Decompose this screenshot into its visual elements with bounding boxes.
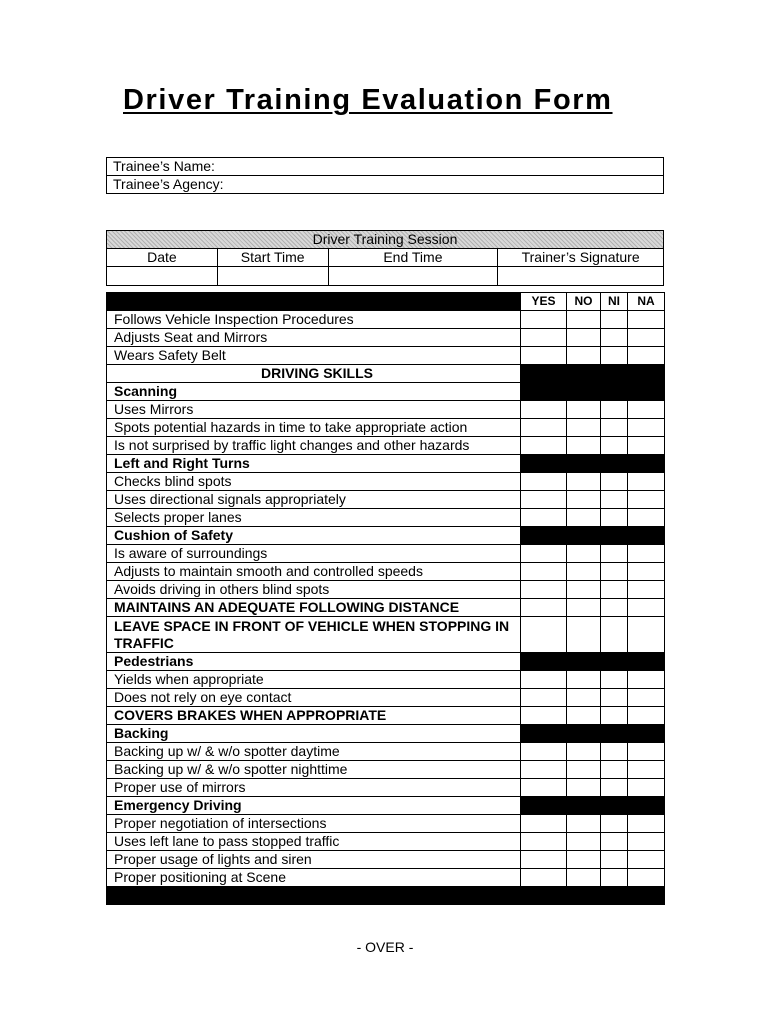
answer-no-cell[interactable] [567,743,601,761]
answer-no-cell[interactable] [567,707,601,725]
shaded-answer-block [521,527,665,545]
criterion-label: Proper use of mirrors [107,779,521,797]
evaluation-row [107,851,665,869]
session-end-time-input[interactable] [328,267,498,286]
answer-na-cell[interactable] [628,581,665,599]
evaluation-row [107,311,665,329]
answer-ni-cell[interactable] [601,869,628,887]
evaluation-row [107,473,665,491]
evaluation-row [107,761,665,779]
session-start-time-input[interactable] [217,267,328,286]
answer-ni-cell[interactable] [601,509,628,527]
session-col-start-time: Start Time [217,249,328,267]
evaluation-row [107,617,665,653]
session-table [106,230,664,286]
answer-yes-cell[interactable] [521,347,567,365]
trainee-name-field[interactable]: Trainee’s Name: [107,158,664,176]
section-heading: DRIVING SKILLS [107,365,521,383]
criterion-label: Selects proper lanes [107,509,521,527]
evaluation-row [107,365,665,383]
answer-no-cell[interactable] [567,689,601,707]
answer-na-cell[interactable] [628,707,665,725]
session-header: Driver Training Session [107,231,664,249]
criterion-label: Checks blind spots [107,473,521,491]
answer-yes-cell[interactable] [521,545,567,563]
answer-yes-cell[interactable] [521,509,567,527]
evaluation-header-bar [107,293,521,311]
shaded-answer-block [521,383,665,401]
evaluation-row [107,689,665,707]
answer-yes-cell[interactable] [521,563,567,581]
criterion-label: MAINTAINS AN ADEQUATE FOLLOWING DISTANCE [107,599,521,617]
answer-yes-cell[interactable] [521,581,567,599]
answer-no-cell[interactable] [567,437,601,455]
evaluation-row [107,581,665,599]
answer-no-cell[interactable] [567,491,601,509]
evaluation-row [107,455,665,473]
category-heading: Emergency Driving [107,797,521,815]
evaluation-footer-bar [107,887,665,905]
form-title: Driver Training Evaluation Form [123,84,613,116]
answer-yes-cell[interactable] [521,401,567,419]
answer-yes-cell[interactable] [521,779,567,797]
answer-ni-cell[interactable] [601,815,628,833]
session-signature-input[interactable] [498,267,664,286]
answer-ni-cell[interactable] [601,491,628,509]
category-heading: Backing [107,725,521,743]
answer-na-cell[interactable] [628,329,665,347]
session-date-input[interactable] [107,267,218,286]
answer-ni-cell[interactable] [601,689,628,707]
answer-ni-cell[interactable] [601,563,628,581]
answer-no-cell[interactable] [567,869,601,887]
answer-no-cell[interactable] [567,419,601,437]
answer-no-cell[interactable] [567,509,601,527]
evaluation-row [107,707,665,725]
evaluation-row [107,383,665,401]
criterion-label: Uses Mirrors [107,401,521,419]
evaluation-row [107,653,665,671]
evaluation-row [107,509,665,527]
answer-yes-cell[interactable] [521,869,567,887]
answer-yes-cell[interactable] [521,419,567,437]
answer-yes-cell[interactable] [521,851,567,869]
answer-na-cell[interactable] [628,671,665,689]
category-heading: Pedestrians [107,653,521,671]
evaluation-row [107,563,665,581]
answer-na-cell[interactable] [628,347,665,365]
answer-ni-header: NI [601,293,628,311]
answer-na-cell[interactable] [628,419,665,437]
answer-na-cell[interactable] [628,473,665,491]
answer-ni-cell[interactable] [601,581,628,599]
category-heading: Cushion of Safety [107,527,521,545]
answer-yes-cell[interactable] [521,473,567,491]
answer-na-cell[interactable] [628,743,665,761]
evaluation-row [107,329,665,347]
criterion-label: COVERS BRAKES WHEN APPROPRIATE [107,707,521,725]
answer-ni-cell[interactable] [601,833,628,851]
criterion-label: Proper positioning at Scene [107,869,521,887]
criterion-label: Adjusts Seat and Mirrors [107,329,521,347]
trainee-agency-field[interactable]: Trainee’s Agency: [107,176,664,194]
evaluation-row [107,599,665,617]
evaluation-table [106,292,665,905]
evaluation-row [107,671,665,689]
answer-yes-cell[interactable] [521,617,567,653]
criterion-label: Is aware of surroundings [107,545,521,563]
answer-no-cell[interactable] [567,851,601,869]
criterion-label: Avoids driving in others blind spots [107,581,521,599]
answer-na-cell[interactable] [628,599,665,617]
shaded-answer-block [521,725,665,743]
answer-na-header: NA [628,293,665,311]
answer-na-cell[interactable] [628,401,665,419]
answer-ni-cell[interactable] [601,671,628,689]
evaluation-row [107,401,665,419]
evaluation-row [107,437,665,455]
answer-yes-cell[interactable] [521,761,567,779]
answer-na-cell[interactable] [628,869,665,887]
answer-na-cell[interactable] [628,761,665,779]
answer-yes-cell[interactable] [521,491,567,509]
answer-yes-cell[interactable] [521,815,567,833]
answer-ni-cell[interactable] [601,401,628,419]
criterion-label: Does not rely on eye contact [107,689,521,707]
answer-no-cell[interactable] [567,779,601,797]
trainee-info-table [106,157,664,194]
answer-na-cell[interactable] [628,689,665,707]
criterion-label: Uses left lane to pass stopped traffic [107,833,521,851]
answer-ni-cell[interactable] [601,761,628,779]
answer-yes-cell[interactable] [521,833,567,851]
evaluation-row [107,833,665,851]
criterion-label: Yields when appropriate [107,671,521,689]
answer-ni-cell[interactable] [601,617,628,653]
answer-na-cell[interactable] [628,509,665,527]
answer-no-cell[interactable] [567,311,601,329]
answer-no-cell[interactable] [567,329,601,347]
answer-no-cell[interactable] [567,563,601,581]
answer-ni-cell[interactable] [601,851,628,869]
answer-no-cell[interactable] [567,815,601,833]
criterion-label: Backing up w/ & w/o spotter nighttime [107,761,521,779]
answer-no-cell[interactable] [567,581,601,599]
answer-no-cell[interactable] [567,617,601,653]
category-heading: Left and Right Turns [107,455,521,473]
answer-na-cell[interactable] [628,545,665,563]
evaluation-row [107,869,665,887]
answer-no-header: NO [567,293,601,311]
answer-yes-cell[interactable] [521,329,567,347]
answer-ni-cell[interactable] [601,743,628,761]
criterion-label: Follows Vehicle Inspection Procedures [107,311,521,329]
answer-yes-cell[interactable] [521,599,567,617]
criterion-label: Backing up w/ & w/o spotter daytime [107,743,521,761]
evaluation-row [107,779,665,797]
over-note: - OVER - [356,939,414,955]
evaluation-row [107,725,665,743]
answer-na-cell[interactable] [628,563,665,581]
answer-na-cell[interactable] [628,779,665,797]
evaluation-row [107,797,665,815]
criterion-label: Uses directional signals appropriately [107,491,521,509]
criterion-label: Spots potential hazards in time to take appropriate action [107,419,521,437]
answer-ni-cell[interactable] [601,437,628,455]
session-col-end-time: End Time [328,249,498,267]
evaluation-row [107,527,665,545]
answer-ni-cell[interactable] [601,545,628,563]
criterion-label: Wears Safety Belt [107,347,521,365]
answer-yes-cell[interactable] [521,707,567,725]
answer-no-cell[interactable] [567,833,601,851]
answer-na-cell[interactable] [628,833,665,851]
answer-na-cell[interactable] [628,851,665,869]
answer-no-cell[interactable] [567,671,601,689]
answer-no-cell[interactable] [567,761,601,779]
answer-no-cell[interactable] [567,401,601,419]
answer-no-cell[interactable] [567,545,601,563]
answer-ni-cell[interactable] [601,329,628,347]
answer-no-cell[interactable] [567,599,601,617]
answer-ni-cell[interactable] [601,473,628,491]
category-heading: Scanning [107,383,521,401]
answer-yes-cell[interactable] [521,743,567,761]
evaluation-row [107,743,665,761]
answer-ni-cell[interactable] [601,311,628,329]
session-col-date: Date [107,249,218,267]
evaluation-row [107,419,665,437]
answer-no-cell[interactable] [567,347,601,365]
answer-na-cell[interactable] [628,617,665,653]
criterion-label: Adjusts to maintain smooth and controlled speeds [107,563,521,581]
answer-ni-cell[interactable] [601,347,628,365]
shaded-answer-block [521,797,665,815]
answer-yes-header: YES [521,293,567,311]
answer-na-cell[interactable] [628,491,665,509]
answer-no-cell[interactable] [567,473,601,491]
answer-ni-cell[interactable] [601,599,628,617]
answer-ni-cell[interactable] [601,779,628,797]
answer-na-cell[interactable] [628,815,665,833]
answer-yes-cell[interactable] [521,311,567,329]
answer-na-cell[interactable] [628,437,665,455]
evaluation-row [107,491,665,509]
answer-ni-cell[interactable] [601,419,628,437]
answer-yes-cell[interactable] [521,437,567,455]
shaded-answer-block [521,455,665,473]
criterion-label: Proper usage of lights and siren [107,851,521,869]
evaluation-row [107,815,665,833]
criterion-label: Proper negotiation of intersections [107,815,521,833]
evaluation-row [107,347,665,365]
session-col-trainer-signature: Trainer’s Signature [498,249,664,267]
criterion-label: LEAVE SPACE IN FRONT OF VEHICLE WHEN STOPPING IN TRAFFIC [107,617,521,653]
shaded-answer-block [521,365,665,383]
answer-yes-cell[interactable] [521,689,567,707]
shaded-answer-block [521,653,665,671]
evaluation-row [107,545,665,563]
criterion-label: Is not surprised by traffic light changes and other hazards [107,437,521,455]
answer-yes-cell[interactable] [521,671,567,689]
answer-na-cell[interactable] [628,311,665,329]
answer-ni-cell[interactable] [601,707,628,725]
